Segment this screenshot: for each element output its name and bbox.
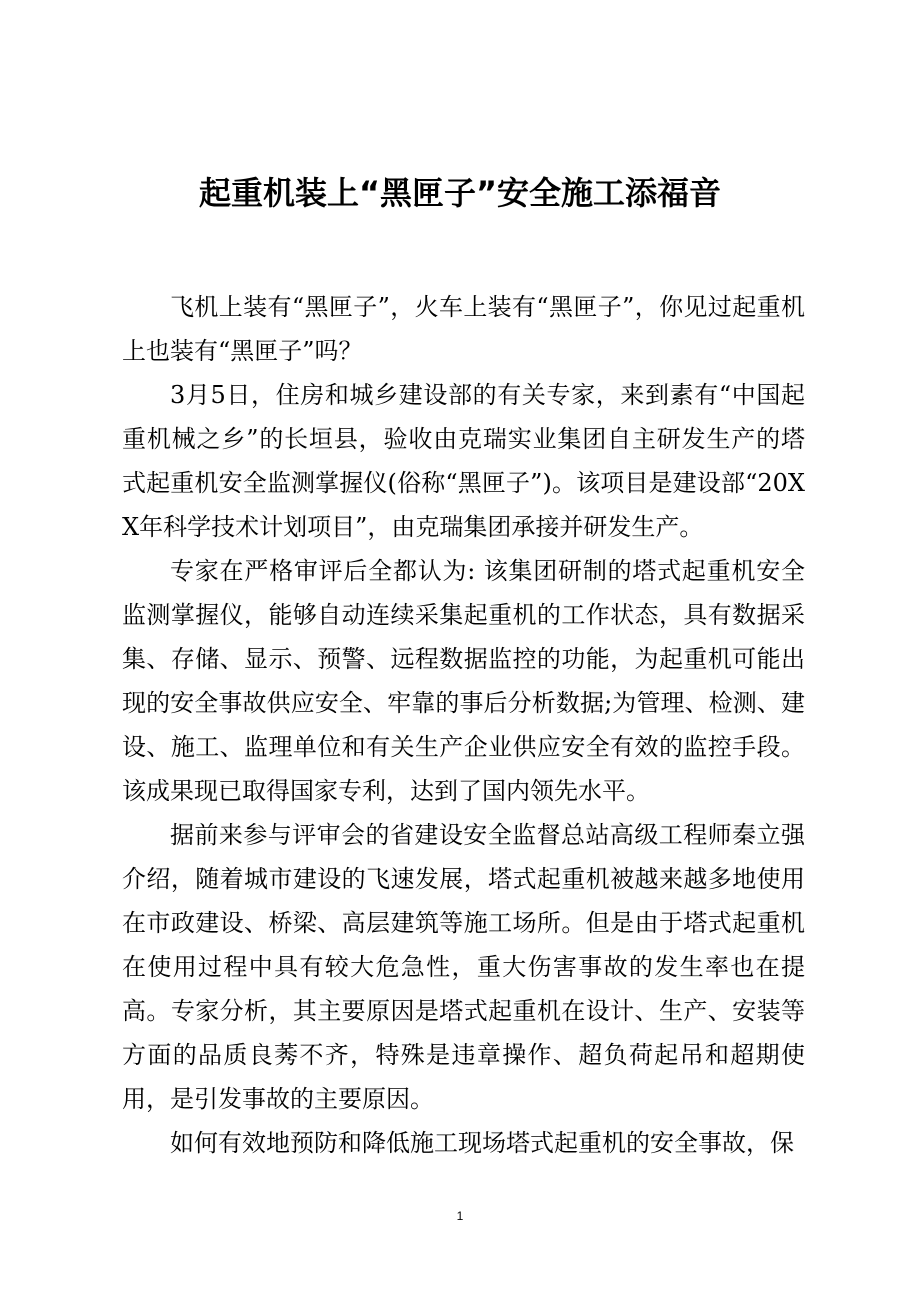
- paragraph-prevention: 如何有效地预防和降低施工现场塔式起重机的安全事故，保: [170, 1129, 794, 1157]
- document-title: 起重机装上“黑匣子”安全施工添福音: [198, 174, 722, 212]
- document-body: [122, 285, 805, 1165]
- paragraph-intro: 飞机上装有“黑匣子”，火车上装有“黑匣子”，你见过起重机上也装有“黑匣子”吗？: [122, 293, 805, 365]
- paragraph-accident-causes: 据前来参与评审会的省建设安全监督总站高级工程师秦立强介绍，随着城市建设的飞速发展，塔式起重机被越来越多地使用在市政建设、桥梁、高层建筑等施工场所。但是由于塔式起重机在使用过程中具有较大危急性，重大伤害事故的发生率也在提高。专家分析，其主要原因是塔式起重机在设计、生产、安装等方面的品质良莠不齐，特殊是违章操作、超负荷起吊和超期使用，是引发事故的主要原因。: [122, 821, 805, 1113]
- page-number: 1: [456, 1209, 464, 1223]
- paragraph-inspection: 3月5日，住房和城乡建设部的有关专家，来到素有“中国起重机械之乡”的长垣县，验收由克瑞实业集团自主研发生产的塔式起重机安全监测掌握仪(俗称“黑匣子”)。该项目是建设部“20XX年科学技术计划项目”，由克瑞集团承接并研发生产。: [122, 381, 805, 541]
- paragraph-expert-review: 专家在严格审评后全都认为: 该集团研制的塔式起重机安全监测掌握仪，能够自动连续采集起重机的工作状态，具有数据采集、存储、显示、预警、远程数据监控的功能，为起重机可能出现的安全事故供应安全、牢靠的事后分析数据;为管理、检测、建设、施工、监理单位和有关生产企业供应安全有效的监控手段。该成果现已取得国家专利，达到了国内领先水平。: [122, 557, 805, 805]
